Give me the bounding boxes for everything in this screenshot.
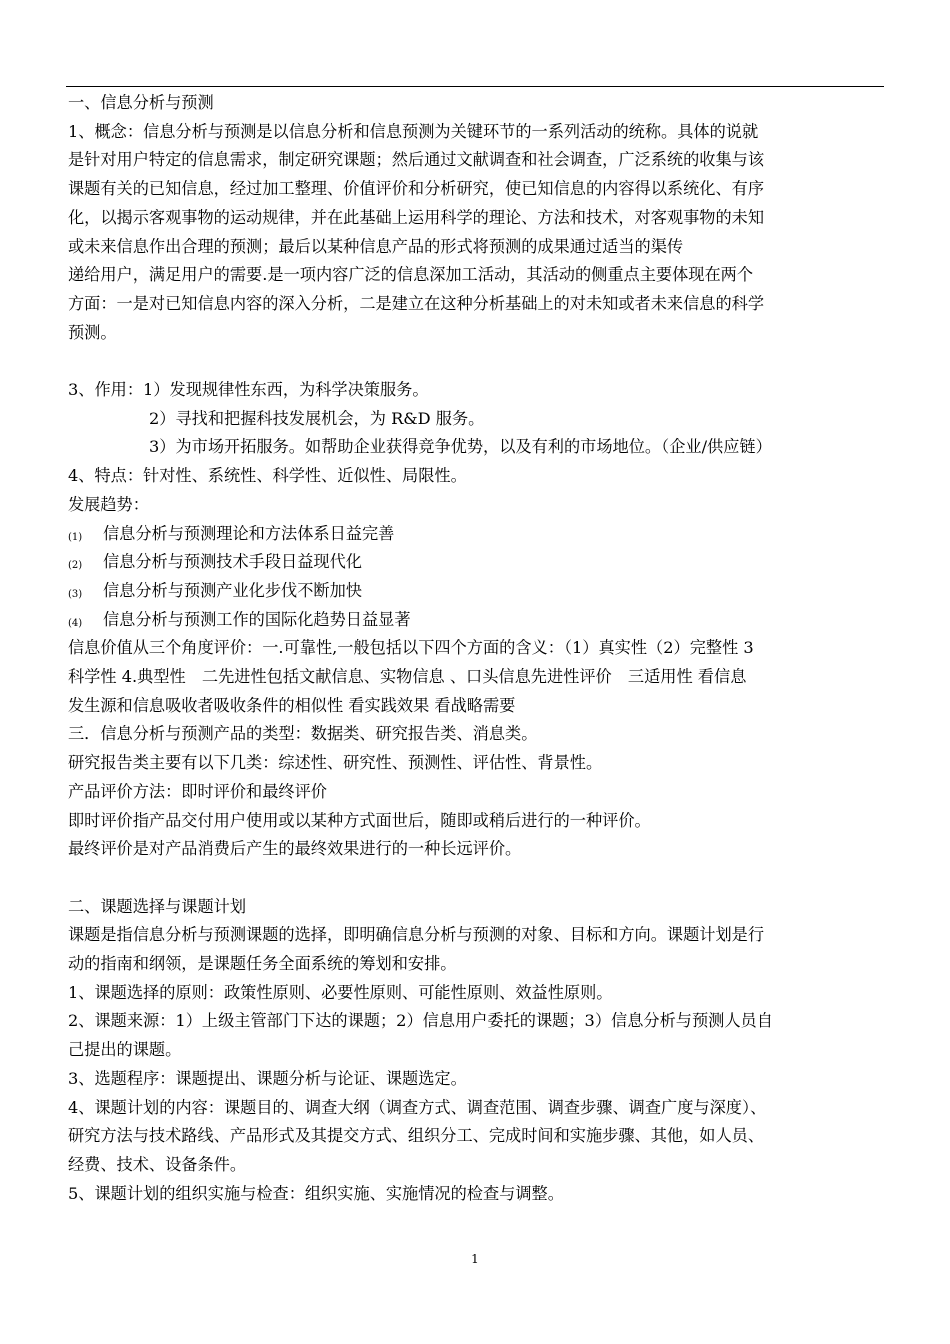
- value-line: 科学性 4.典型性 二先进性包括文献信息、实物信息 、口头信息先进性评价 三适用性 看信息: [68, 667, 747, 687]
- product-line: 产品评价方法：即时评价和最终评价: [68, 781, 327, 801]
- trend-text: 信息分析与预测工作的国际化趋势日益显著: [103, 609, 411, 629]
- item-line: 3、选题程序：课题提出、课题分析与论证、课题选定。: [68, 1068, 467, 1088]
- value-line: 信息价值从三个角度评价：一.可靠性,一般包括以下四个方面的含义：（1）真实性（2）完整性 3: [68, 638, 754, 658]
- trend-text: 信息分析与预测产业化步伐不断加快: [103, 580, 362, 600]
- value-line: 发生源和信息吸收者吸收条件的相似性 看实践效果 看战略需要: [68, 695, 516, 715]
- section1-title: 一、信息分析与预测: [68, 93, 214, 112]
- page-number: 1: [471, 1252, 479, 1266]
- item-line: 研究方法与技术路线、产品形式及其提交方式、组织分工、完成时间和实施步骤、其他，如人员、: [68, 1126, 765, 1146]
- item-line: 5、课题计划的组织实施与检查：组织实施、实施情况的检查与调整。: [68, 1183, 564, 1203]
- concept-line: 化，以揭示客观事物的运动规律，并在此基础上运用科学的理论、方法和技术，对客观事物的未知: [68, 207, 765, 227]
- concept-line: 或未来信息作出合理的预测；最后以某种信息产品的形式将预测的成果通过适当的渠传: [68, 236, 684, 256]
- product-line: 三．信息分析与预测产品的类型：数据类、研究报告类、消息类。: [68, 724, 538, 744]
- item-line: 经费、技术、设备条件。: [68, 1154, 247, 1174]
- concept-line: 课题有关的已知信息，经过加工整理、价值评价和分析研究，使已知信息的内容得以系统化、有序: [68, 179, 765, 199]
- concept-line: 1、概念：信息分析与预测是以信息分析和信息预测为关键环节的一系列活动的统称。具体的说就: [68, 121, 759, 141]
- header-rule: [66, 86, 884, 87]
- product-line: 即时评价指产品交付用户使用或以某种方式面世后，随即或稍后进行的一种评价。: [68, 810, 651, 830]
- blank-line: [68, 347, 888, 376]
- product-line: 研究报告类主要有以下几类：综述性、研究性、预测性、评估性、背景性。: [68, 753, 603, 773]
- trend-item: [68, 548, 888, 577]
- features-line: 4、特点：针对性、系统性、科学性、近似性、局限性。: [68, 466, 467, 486]
- trend-item: [68, 520, 888, 549]
- role-line: 3、作用：1）发现规律性东西，为科学决策服务。: [68, 380, 429, 400]
- trend-item: [68, 577, 888, 606]
- concept-line: 递给用户，满足用户的需要.是一项内容广泛的信息深加工活动，其活动的侧重点主要体现在两个: [68, 265, 754, 285]
- trend-number: (1): [68, 531, 83, 543]
- trend-text: 信息分析与预测理论和方法体系日益完善: [103, 523, 395, 543]
- trend-number: (2): [68, 560, 83, 572]
- role-line: 2）寻找和把握科技发展机会，为 R&D 服务。: [149, 408, 485, 428]
- section2-title: 二、课题选择与课题计划: [68, 896, 247, 916]
- trend-text: 信息分析与预测技术手段日益现代化: [103, 552, 362, 572]
- concept-line: 预测。: [68, 322, 117, 342]
- intro-line: 课题是指信息分析与预测课题的选择，即明确信息分析与预测的对象、目标和方向。课题计划是行: [68, 925, 765, 945]
- concept-line: 是针对用户特定的信息需求，制定研究课题；然后通过文献调查和社会调查，广泛系统的收集与该: [68, 150, 765, 170]
- intro-line: 动的指南和纲领，是课题任务全面系统的筹划和安排。: [68, 954, 457, 974]
- document-body: [68, 89, 888, 1208]
- trend-item: [68, 606, 888, 635]
- product-line: 最终评价是对产品消费后产生的最终效果进行的一种长远评价。: [68, 839, 522, 859]
- concept-line: 方面：一是对已知信息内容的深入分析，二是建立在这种分析基础上的对未知或者未来信息的科学: [68, 293, 765, 313]
- blank-line: [68, 864, 888, 893]
- item-line: 1、课题选择的原则：政策性原则、必要性原则、可能性原则、效益性原则。: [68, 982, 613, 1002]
- trend-title: 发展趋势：: [68, 494, 149, 514]
- trend-number: (3): [68, 588, 83, 600]
- item-line: 2、课题来源：1）上级主管部门下达的课题；2）信息用户委托的课题；3）信息分析与预测人员自: [68, 1011, 773, 1031]
- item-line: 4、课题计划的内容：课题目的、调查大纲（调查方式、调查范围、调查步骤、调查广度与深度）、: [68, 1097, 767, 1117]
- role-line: 3）为市场开拓服务。如帮助企业获得竞争优势，以及有利的市场地位。（企业/供应链）: [149, 437, 772, 457]
- trend-number: (4): [68, 617, 83, 629]
- item-line: 己提出的课题。: [68, 1040, 182, 1060]
